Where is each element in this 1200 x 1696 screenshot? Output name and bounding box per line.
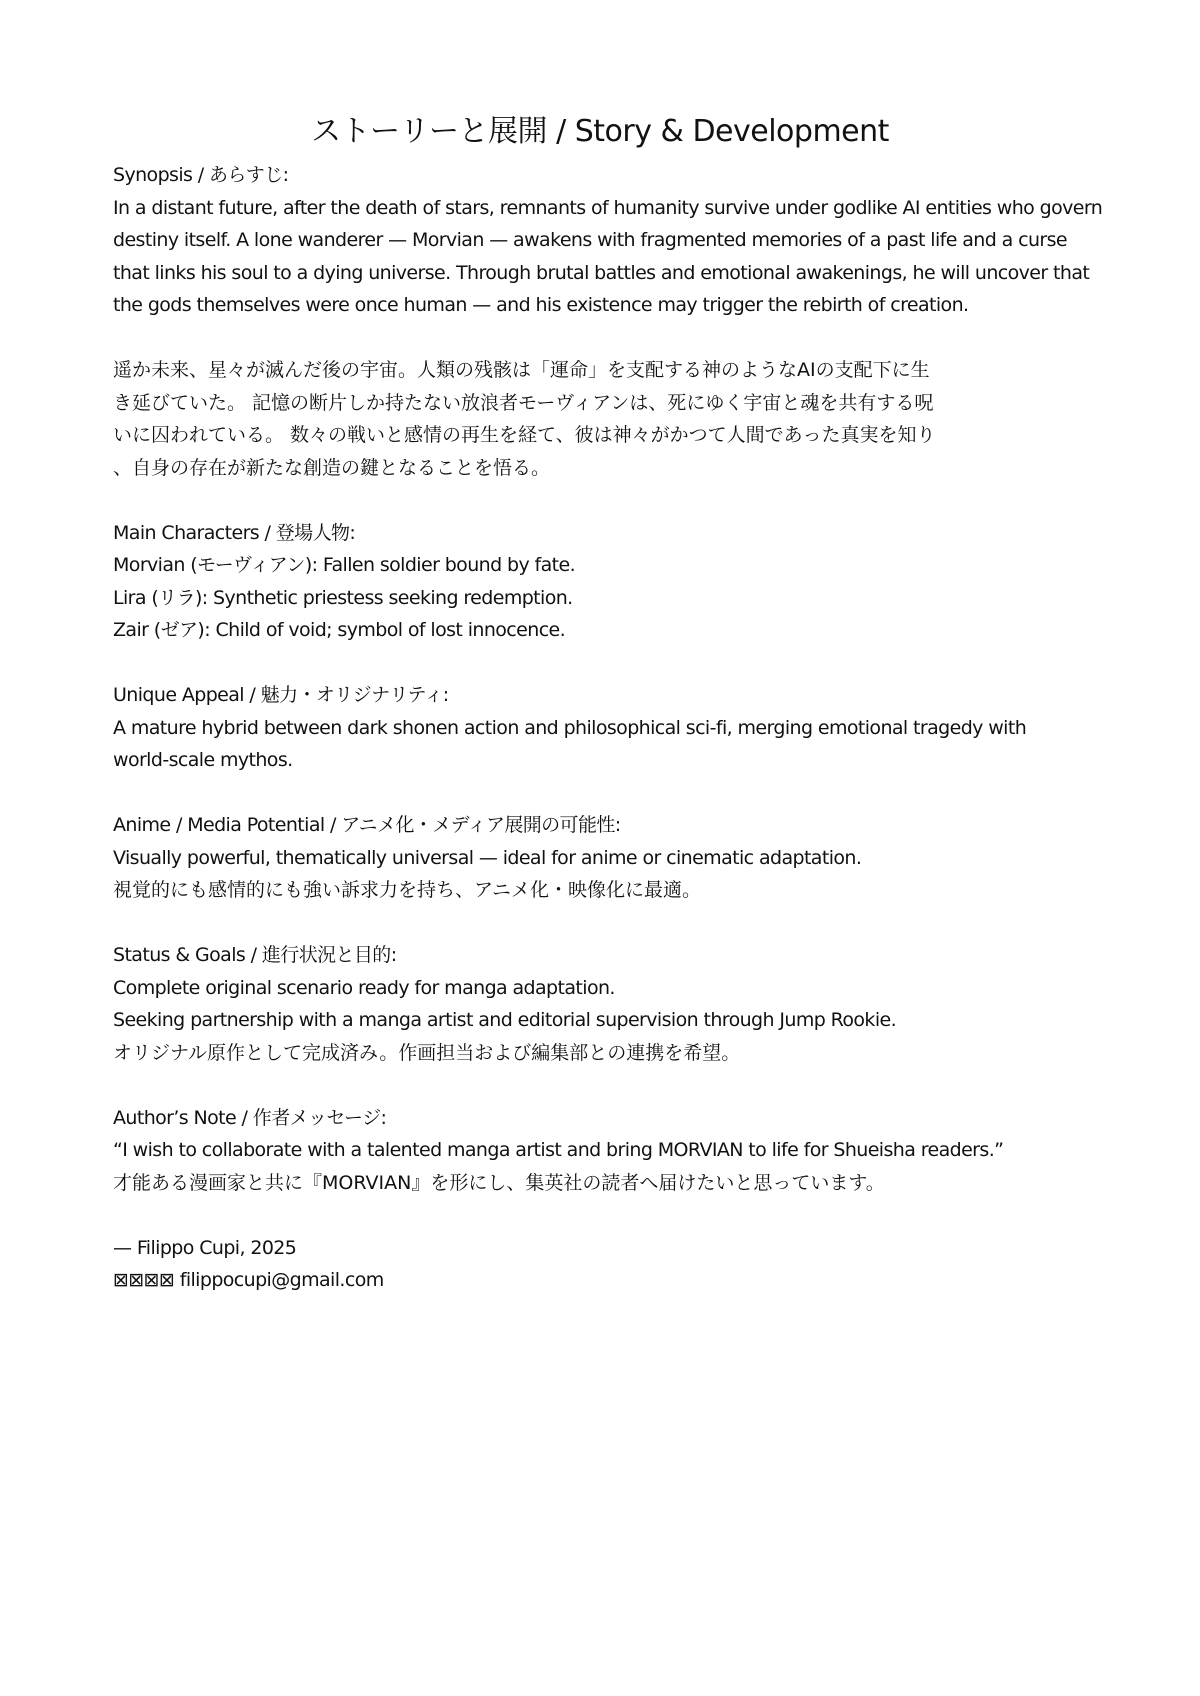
spacer	[113, 484, 1123, 517]
synopsis-ja-line: 、自身の存在が新たな創造の鍵となることを悟る。	[113, 456, 551, 479]
note-heading: Author’s Note / 作者メッセージ:	[113, 1106, 387, 1129]
synopsis-en-line: the gods themselves were once human — and his existence may trigger the rebirth of creation.	[113, 294, 969, 316]
note-en-line: “I wish to collaborate with a talented manga artist and bring MORVIAN to life for Shueisha readers.”	[113, 1139, 1004, 1161]
synopsis-ja-line: 遥か未来、星々が滅んだ後の宇宙。人類の残骸は「運命」を支配する神のようなAIの支配下に生	[113, 359, 930, 381]
synopsis-ja-line: いに囚われている。 数々の戦いと感情の再生を経て、彼は神々がかつて人間であった真実を知り	[113, 424, 936, 446]
synopsis-en-line: destiny itself. A lone wanderer — Morvian — awakens with fragmented memories of a past life and a curse	[113, 229, 1068, 251]
media-en-line: Visually powerful, thematically universal — ideal for anime or cinematic adaptation.	[113, 846, 862, 869]
spacer	[113, 907, 1123, 940]
character-item: Zair (ゼア): Child of void; symbol of lost innocence.	[113, 619, 566, 641]
media-ja-line: 視覚的にも感情的にも強い訴求力を持ち、アニメ化・映像化に最適。	[113, 879, 702, 901]
signature-contact	[113, 1264, 1123, 1297]
note-ja-line: 才能ある漫画家と共に『MORVIAN』を形にし、集英社の読者へ届けたいと思っています。	[113, 1171, 885, 1194]
spacer	[113, 777, 1123, 810]
character-item: Lira (リラ): Synthetic priestess seeking redemption.	[113, 586, 573, 609]
character-item: Morvian (モーヴィアン): Fallen soldier bound by fate.	[113, 554, 576, 576]
characters-heading: Main Characters / 登場人物:	[113, 521, 356, 544]
spacer	[113, 1069, 1123, 1102]
synopsis-ja-line: き延びていた。 記憶の断片しか持たない放浪者モーヴィアンは、死にゆく宇宙と魂を共有する呪	[113, 391, 934, 414]
synopsis-en-line: that links his soul to a dying universe. Through brutal battles and emotional awakenings, he will uncover that	[113, 261, 1090, 284]
document-body	[113, 159, 1123, 1297]
status-line: Complete original scenario ready for manga adaptation.	[113, 976, 615, 999]
appeal-heading: Unique Appeal / 魅力・オリジナリティ:	[113, 684, 449, 706]
status-line: Seeking partnership with a manga artist and editorial supervision through Jump Rookie.	[113, 1009, 897, 1031]
signature-name: — Filippo Cupi, 2025	[113, 1236, 297, 1259]
page-title: ストーリーと展開 / Story & Development	[311, 114, 889, 149]
synopsis-heading: Synopsis / あらすじ:	[113, 164, 289, 186]
appeal-line: A mature hybrid between dark shonen action and philosophical sci-fi, merging emotional tragedy with	[113, 716, 1027, 739]
contact-glyphs: ⊠⊠⊠⊠	[113, 1269, 175, 1291]
appeal-line: world-scale mythos.	[113, 749, 293, 771]
spacer	[113, 322, 1123, 355]
synopsis-en-line: In a distant future, after the death of stars, remnants of humanity survive under godlike AI entities who govern	[113, 196, 1103, 219]
media-heading: Anime / Media Potential / アニメ化・メディア展開の可能性:	[113, 814, 621, 836]
spacer	[113, 1199, 1123, 1232]
status-heading: Status & Goals / 進行状況と目的:	[113, 944, 397, 966]
spacer	[113, 647, 1123, 680]
email-text: filippocupi@gmail.com	[179, 1269, 384, 1291]
status-ja-line: オリジナル原作として完成済み。作画担当および編集部との連携を希望。	[113, 1041, 741, 1064]
